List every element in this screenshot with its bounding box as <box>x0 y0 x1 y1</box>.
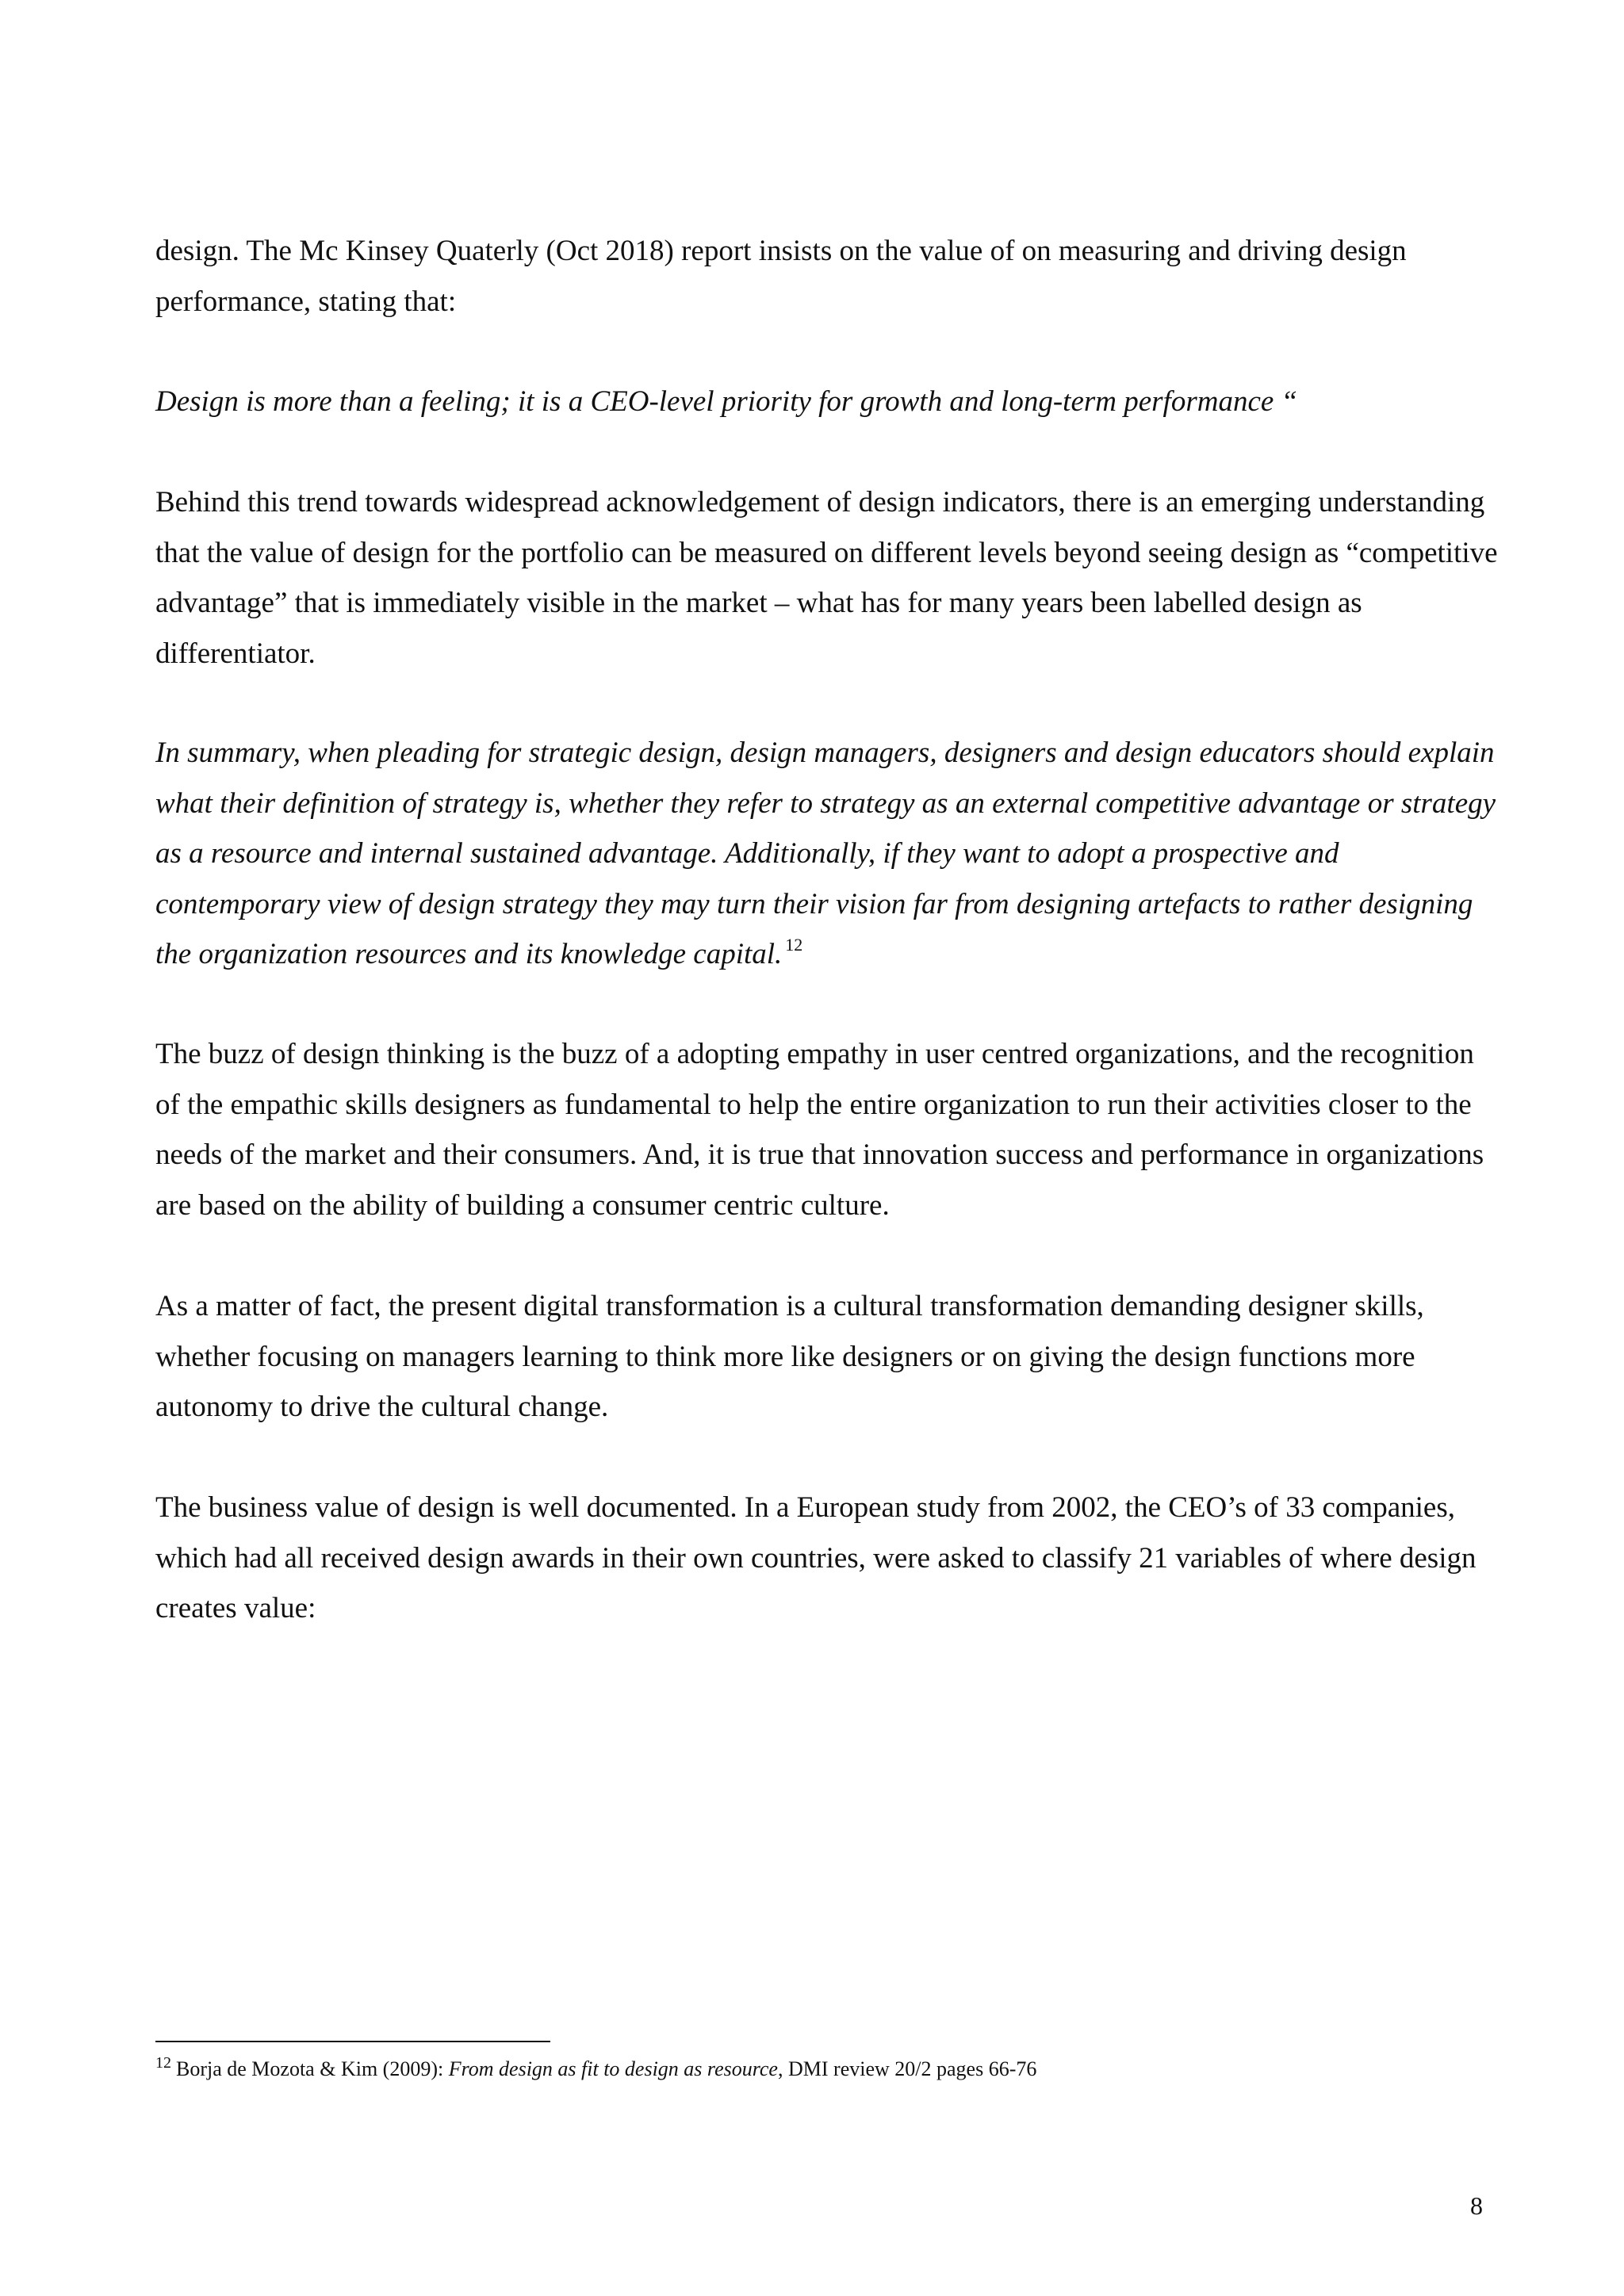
paragraph-design-thinking: The buzz of design thinking is the buzz of a adopting empathy in user centred organizations, and the recognition of the empathic skills designers as fundamental to help the entire organization to run their activities closer to the needs of the market and their consumers. And, it is true that innovation success and performance in organizations are based on the ability of building a consumer centric culture. <box>155 1038 1484 1222</box>
quote-design-ceo-priority: Design is more than a feeling; it is a CEO-level priority for growth and long-term performance “ <box>155 385 1298 418</box>
page-number: 8 <box>1470 2191 1483 2220</box>
footnote-divider <box>155 2041 550 2042</box>
footnote-reference[interactable]: 12 <box>785 935 803 955</box>
footnote <box>155 2053 1503 2085</box>
footnote-authors: Borja de Mozota & Kim (2009): <box>176 2057 449 2080</box>
paragraph-digital-transformation: As a matter of fact, the present digital transformation is a cultural transformation demanding designer skills, whether focusing on managers learning to think more like designers or on giving the design functions more autonomy to drive the cultural change. <box>155 1290 1424 1423</box>
paragraph-mckinsey-intro: design. The Mc Kinsey Quaterly (Oct 2018) report insists on the value of on measuring and driving design performance, stating that: <box>155 235 1407 318</box>
footnote-source: , DMI review 20/2 pages 66-76 <box>777 2057 1037 2080</box>
paragraph-business-value: The business value of design is well documented. In a European study from 2002, the CEO’s of 33 companies, which had all received design awards in their own countries, were asked to classify 21 variables of where design creates value: <box>155 1491 1477 1624</box>
paragraph-design-indicators: Behind this trend towards widespread acknowledgement of design indicators, there is an emerging understanding that the value of design for the portfolio can be measured on different levels beyond seeing design as “competitive advantage” that is immediately visible in the market – what has for many years been labelled design as differentiator. <box>155 486 1498 670</box>
footnote-number: 12 <box>155 2054 171 2072</box>
quote-strategic-design <box>155 728 1503 980</box>
footnote-title: From design as fit to design as resource <box>448 2057 778 2080</box>
quote-strategic-design-text: In summary, when pleading for strategic design, design managers, designers and design educators should explain what their definition of strategy is, whether they refer to strategy as an external competitive advantage or strategy as a resource and internal sustained advantage. Additionally, if they want to adopt a prospective and contemporary view of design strategy they may turn their vision far from designing artefacts to rather designing the organization resources and its knowledge capital. <box>155 737 1496 970</box>
